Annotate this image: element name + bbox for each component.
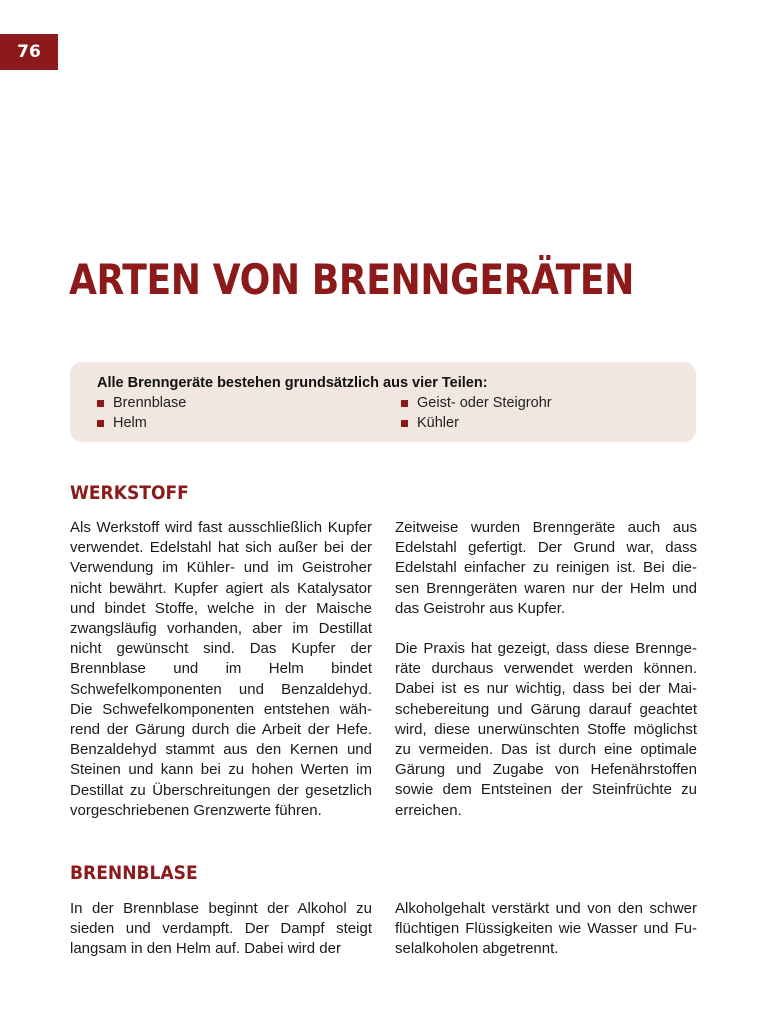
list-item xyxy=(97,413,401,433)
info-box-list xyxy=(97,393,669,433)
paragraph: Als Werkstoff wird fast ausschließlich Kupfer verwendet. Edelstahl hat sich außer bei der Verwendung im Kühler- und im Geistroher nicht bewährt. Kupfer agiert als Katalysator und bindet Stoffe, welche in der Maische zwangsläufig vorhanden, aber im Destillat nicht gewünscht sind. Das Kupfer der Brennblase und im Helm bindet Schwefelkomponenten und Benzaldehyd. Die Schwefelkomponenten entstehen während der Gärung durch die Arbeit der Hefe. Benzaldehyd stammt aus den Kernen und Steinen und kann bei zu hohen Werten im Destillat zu Überschreitungen der gesetzlich vorgeschriebenen Grenzwerte führen. xyxy=(70,519,372,819)
brennblase-right-column xyxy=(395,899,697,960)
paragraph: Alkoholgehalt verstärkt und von den schwer flüchtigen Flüssigkeiten wie Wasser und Fuselalkoholen abgetrennt. xyxy=(395,900,697,958)
werkstoff-right-column xyxy=(395,518,697,821)
section-heading-werkstoff: WERKSTOFF xyxy=(70,482,189,504)
list-item-label: Geist- oder Steigrohr xyxy=(417,395,552,411)
list-item-label: Kühler xyxy=(417,415,459,431)
brennblase-left-column xyxy=(70,899,372,960)
info-box-heading: Alle Brenngeräte bestehen grundsätzlich aus vier Teilen: xyxy=(97,375,488,391)
square-bullet-icon xyxy=(97,420,104,427)
page-number: 76 xyxy=(0,34,58,70)
list-item xyxy=(401,413,691,433)
square-bullet-icon xyxy=(97,400,104,407)
section-heading-brennblase: BRENNBLASE xyxy=(70,862,198,884)
paragraph: Die Praxis hat gezeigt, dass diese Brenngeräte durchaus verwendet werden können. Dabei ist es nur wichtig, dass bei der Maischebereitung und Gärung darauf geachtet wird, diese unerwünschten Stoffe möglichst zu vermeiden. Das ist durch eine optimale Gärung und Zugabe von Hefenährstoffen sowie dem Entsteinen der Steinfrüchte zu erreichen. xyxy=(395,640,697,819)
square-bullet-icon xyxy=(401,400,408,407)
list-item-label: Helm xyxy=(113,415,147,431)
paragraph: In der Brennblase beginnt der Alkohol zu sieden und verdampft. Der Dampf steigt langsam in den Helm auf. Dabei wird der xyxy=(70,900,372,958)
info-box xyxy=(70,362,696,442)
page-title: ARTEN VON BRENNGERÄTEN xyxy=(69,255,634,304)
list-item xyxy=(97,393,401,413)
paragraph: Zeitweise wurden Brenngeräte auch aus Edelstahl gefertigt. Der Grund war, dass Edelstahl einfacher zu reinigen ist. Bei diesen Brenngeräten waren nur der Helm und das Geistrohr aus Kupfer. xyxy=(395,519,697,617)
list-item-label: Brennblase xyxy=(113,395,187,411)
list-item xyxy=(401,393,691,413)
werkstoff-left-column xyxy=(70,518,372,821)
square-bullet-icon xyxy=(401,420,408,427)
